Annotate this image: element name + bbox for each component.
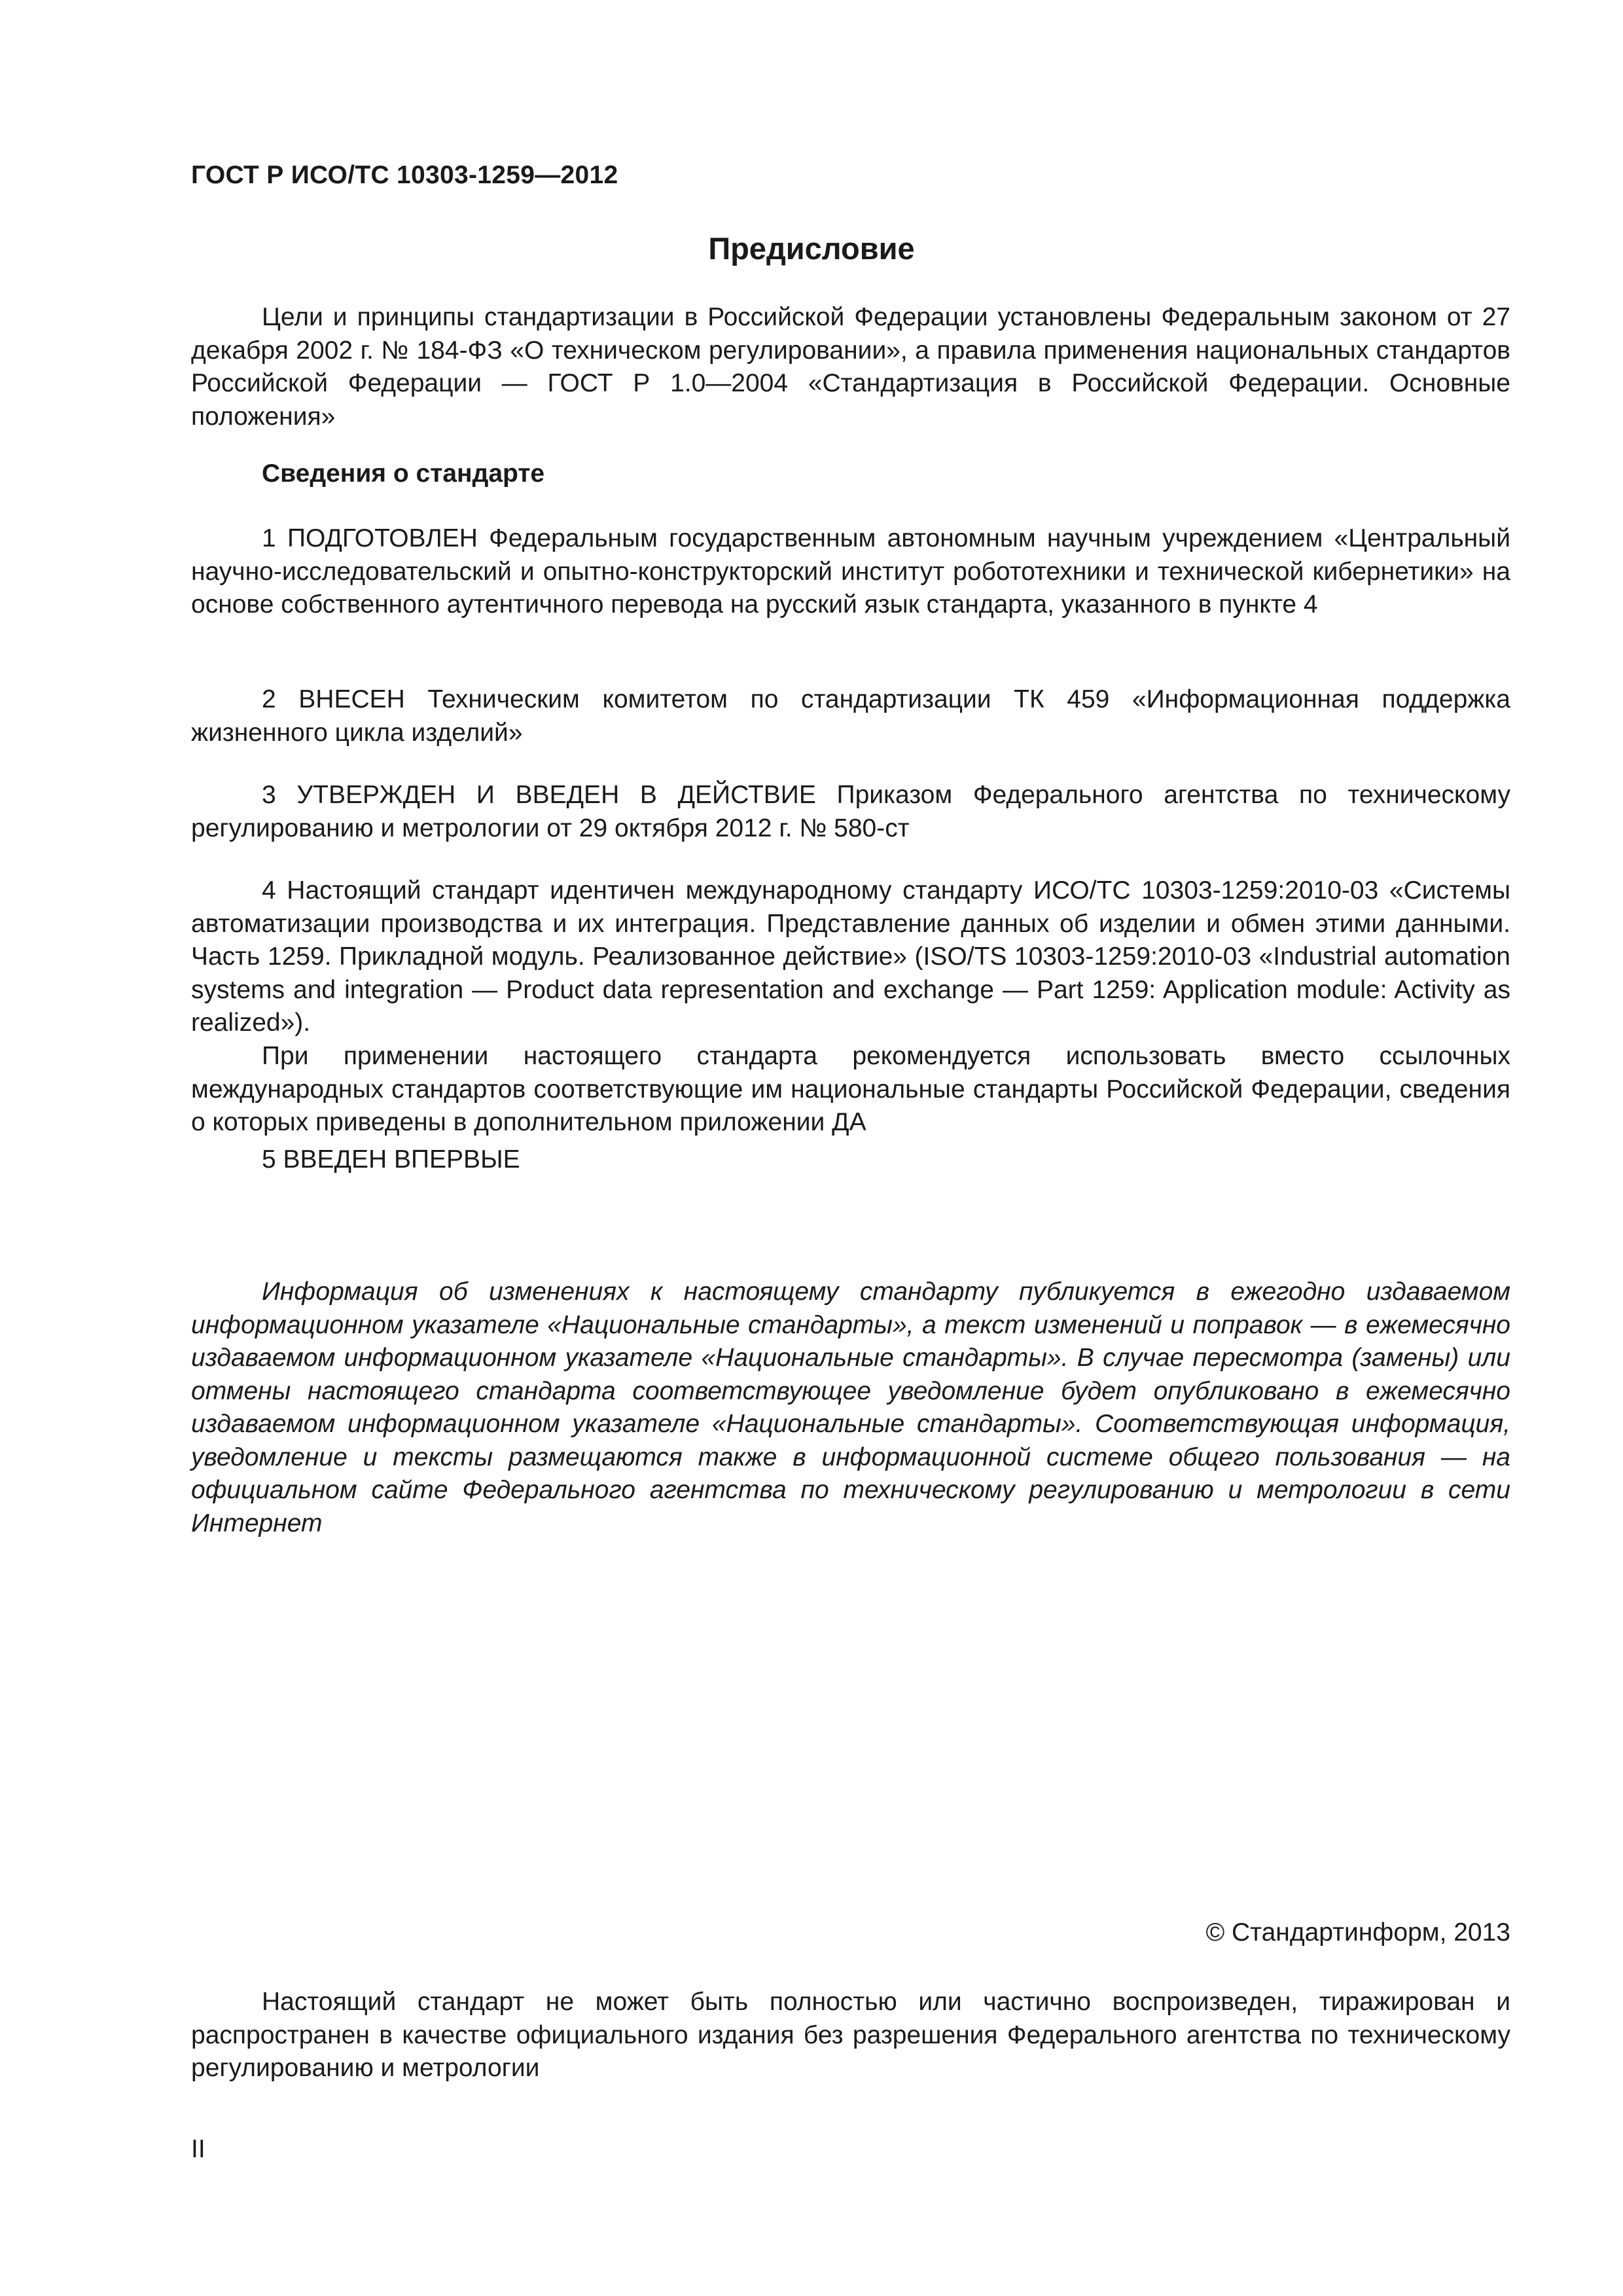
info-item-5: 5 ВВЕДЕН ВПЕРВЫЕ bbox=[262, 1145, 520, 1174]
info-item-3: 3 УТВЕРЖДЕН И ВВЕДЕН В ДЕЙСТВИЕ Приказом Федерального агентства по техническому регулированию и метрологии от 29 октября 2012 г. № 580-ст bbox=[191, 781, 1510, 842]
section-heading: Сведения о стандарте bbox=[262, 459, 545, 488]
info-item-1: 1 ПОДГОТОВЛЕН Федеральным государственным автономным научным учреждением «Центральный научно-исследовательский и опытно-конструкторский институт робототехники и технической кибернетики» на основе собственного аутентичного перевода на русский язык стандарта, указанного в пункте 4 bbox=[191, 524, 1510, 619]
info-item-4: 4 Настоящий стандарт идентичен международному стандарту ИСО/ТС 10303-1259:2010-03 «Системы автоматизации производства и их интеграция. Представление данных об изделии и обмен этими данными. Часть 1259. Прикладной модуль. Реализованное действие» (ISO/TS 10303-1259:2010-03 «Industrial automation systems and integration — Product data representation and exchange — Part 1259: Application module: Activity as realized»). bbox=[191, 876, 1510, 1037]
info-item-4-note: При применении настоящего стандарта рекомендуется использовать вместо ссылочных международных стандартов соответствующие им национальные стандарты Российской Федерации, сведения о которых приведены в дополнительном приложении ДА bbox=[191, 1042, 1510, 1136]
changes-information-paragraph: Информация об изменениях к настоящему стандарту публикуется в ежегодно издаваемом информационном указателе «Национальные стандарты», а текст изменений и поправок — в ежемесячно издаваемом информационном указателе «Национальные стандарты». В случае пересмотра (замены) или отмены настоящего стандарта соответствующее уведомление будет опубликовано в ежемесячно издаваемом информационном указателе «Национальные стандарты». Соответствующая информация, уведомление и тексты размещаются также в информационной системе общего пользования — на официальном сайте Федерального агентства по техническому регулированию и метрологии в сети Интернет bbox=[191, 1278, 1510, 1537]
page-number: II bbox=[191, 2135, 205, 2163]
info-item-2: 2 ВНЕСЕН Техническим комитетом по стандартизации ТК 459 «Информационная поддержка жизненного цикла изделий» bbox=[191, 685, 1510, 747]
page-title: Предисловие bbox=[708, 231, 915, 266]
reproduction-notice: Настоящий стандарт не может быть полностью или частично воспроизведен, тиражирован и распространен в качестве официального издания без разрешения Федерального агентства по техническому регулированию и метрологии bbox=[191, 1988, 1510, 2082]
intro-paragraph: Цели и принципы стандартизации в Российской Федерации установлены Федеральным законом от 27 декабря 2002 г. № 184-ФЗ «О техническом регулировании», а правила применения национальных стандартов Российской Федерации — ГОСТ Р 1.0—2004 «Стандартизация в Российской Федерации. Основные положения» bbox=[191, 303, 1510, 431]
copyright-notice: © Стандартинформ, 2013 bbox=[1205, 1918, 1510, 1946]
document-code-header: ГОСТ Р ИСО/ТС 10303-1259—2012 bbox=[191, 161, 618, 189]
